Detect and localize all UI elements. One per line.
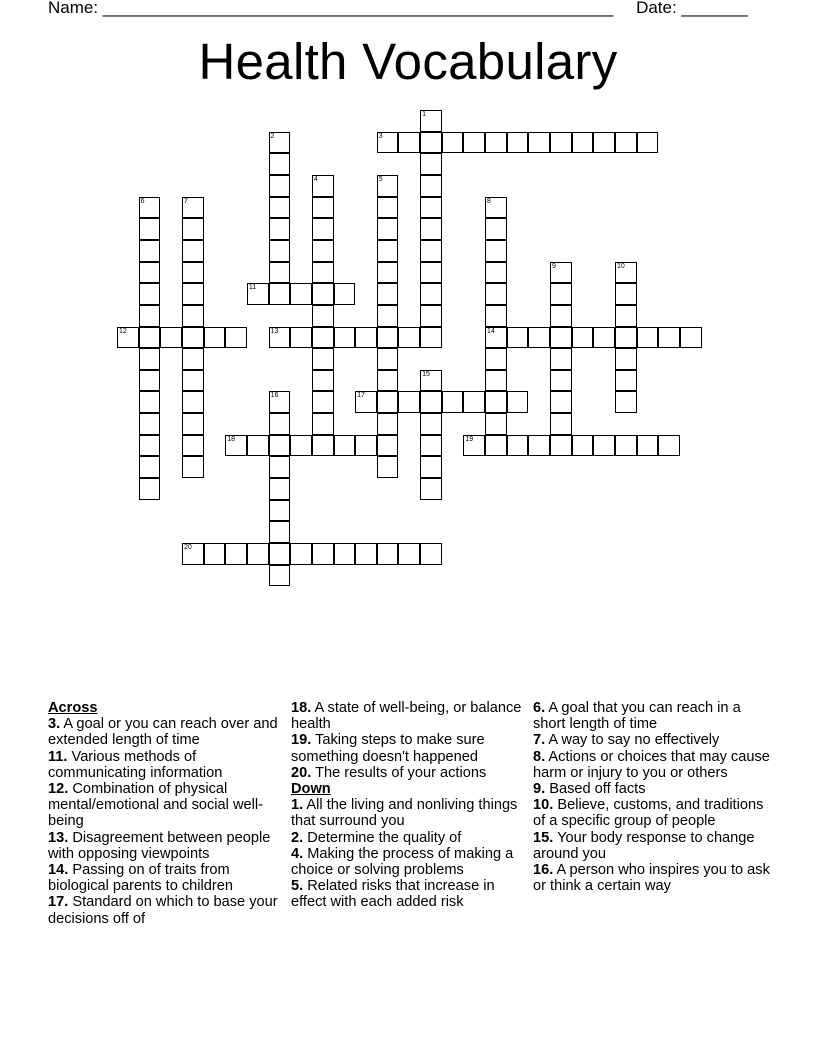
page-title: Health Vocabulary <box>198 33 618 90</box>
grid-cell[interactable] <box>680 327 702 349</box>
clue-item <box>48 781 284 830</box>
grid-cell[interactable] <box>507 327 529 349</box>
clue-number: 12 <box>119 327 127 335</box>
clue-text: A goal that you can reach in a short length of time <box>533 700 741 733</box>
clue-number: 7 <box>183 197 188 205</box>
grid-cell[interactable] <box>485 240 507 262</box>
clue-num: 7. <box>533 732 546 749</box>
clue-number: 15 <box>422 370 430 378</box>
grid-cell[interactable] <box>420 240 442 262</box>
grid-cell[interactable] <box>420 543 442 565</box>
grid-cell[interactable] <box>550 435 572 457</box>
grid-cell[interactable] <box>312 391 334 413</box>
clue-num: 5. <box>291 878 304 895</box>
grid-cell[interactable] <box>312 413 334 435</box>
grid-cell[interactable] <box>312 435 334 457</box>
clue-text: A way to say no effectively <box>545 732 720 749</box>
grid-cell[interactable] <box>398 543 420 565</box>
grid-cell[interactable] <box>398 327 420 349</box>
grid-cell[interactable] <box>420 391 442 413</box>
grid-cell[interactable] <box>312 305 334 327</box>
clue-text: Making the process of making a choice or solving problems <box>291 845 514 879</box>
grid-cell[interactable] <box>420 283 442 305</box>
date-field[interactable]: Date: _______ <box>636 0 748 17</box>
clue-num: 17. <box>48 894 69 911</box>
grid-cell[interactable] <box>637 327 659 349</box>
clue-num: 2. <box>291 829 304 846</box>
grid-cell[interactable] <box>182 370 204 392</box>
down-heading: Down <box>291 781 331 798</box>
grid-cell[interactable] <box>269 500 291 522</box>
grid-cell[interactable] <box>377 370 399 392</box>
grid-cell[interactable] <box>312 175 334 197</box>
clue-num: 1. <box>291 797 304 814</box>
grid-cell[interactable] <box>420 218 442 240</box>
grid-cell[interactable] <box>182 391 204 413</box>
grid-cell[interactable] <box>269 391 291 413</box>
grid-cell[interactable] <box>420 132 442 154</box>
grid-cell[interactable] <box>312 218 334 240</box>
grid-cell[interactable] <box>312 543 334 565</box>
grid-cell[interactable] <box>485 391 507 413</box>
grid-cell[interactable] <box>139 327 161 349</box>
grid-cell[interactable] <box>550 132 572 154</box>
clue-num: 14. <box>48 862 69 879</box>
grid-cell[interactable] <box>269 283 291 305</box>
grid-cell[interactable] <box>377 240 399 262</box>
grid-cell[interactable] <box>420 262 442 284</box>
clue-item <box>533 862 773 894</box>
grid-cell[interactable] <box>637 132 659 154</box>
grid-cell[interactable] <box>204 327 226 349</box>
grid-cell[interactable] <box>269 565 291 587</box>
grid-cell[interactable] <box>463 435 485 457</box>
grid-cell[interactable] <box>377 348 399 370</box>
grid-cell[interactable] <box>269 153 291 175</box>
grid-cell[interactable] <box>550 283 572 305</box>
clue-num: 20. <box>291 764 312 781</box>
clue-num: 13. <box>48 829 69 846</box>
grid-cell[interactable] <box>593 327 615 349</box>
grid-cell[interactable] <box>377 283 399 305</box>
grid-cell[interactable] <box>485 262 507 284</box>
clue-text: Disagreement between people with opposing viewpoints <box>48 829 271 862</box>
clue-number: 3 <box>378 132 383 140</box>
clue-item <box>533 830 773 862</box>
grid-cell[interactable] <box>377 305 399 327</box>
grid-cell[interactable] <box>182 348 204 370</box>
clue-number: 19 <box>465 435 474 443</box>
grid-cell[interactable] <box>485 132 507 154</box>
grid-cell[interactable] <box>377 175 399 197</box>
grid-cell[interactable] <box>615 348 637 370</box>
grid-cell[interactable] <box>139 240 161 262</box>
grid-cell[interactable] <box>312 327 334 349</box>
grid-cell[interactable] <box>269 521 291 543</box>
grid-cell[interactable] <box>290 327 312 349</box>
grid-cell[interactable] <box>593 435 615 457</box>
grid-cell[interactable] <box>377 391 399 413</box>
across-clue-list <box>48 716 284 927</box>
grid-cell[interactable] <box>182 305 204 327</box>
grid-cell[interactable] <box>139 370 161 392</box>
grid-cell[interactable] <box>269 240 291 262</box>
clue-item <box>48 862 284 894</box>
grid-cell[interactable] <box>225 543 247 565</box>
clue-item <box>48 749 284 781</box>
grid-cell[interactable] <box>420 413 442 435</box>
grid-cell[interactable] <box>139 283 161 305</box>
grid-cell[interactable] <box>637 435 659 457</box>
clue-number: 10 <box>616 262 625 270</box>
clue-text: Actions or choices that may cause harm or injury to you or others <box>533 748 770 781</box>
clue-num: 4. <box>291 845 304 862</box>
grid-cell[interactable] <box>269 262 291 284</box>
grid-cell[interactable] <box>269 478 291 500</box>
clue-item <box>48 894 284 926</box>
grid-cell[interactable] <box>117 327 139 349</box>
grid-cell[interactable] <box>420 456 442 478</box>
clue-number: 20 <box>183 544 192 551</box>
grid-cell[interactable] <box>355 435 377 457</box>
clue-number: 16 <box>270 392 279 400</box>
grid-cell[interactable] <box>269 197 291 219</box>
grid-cell[interactable] <box>355 543 377 565</box>
grid-cell[interactable] <box>269 413 291 435</box>
clue-number: 11 <box>248 284 257 292</box>
grid-cell[interactable] <box>420 197 442 219</box>
clue-num: 3. <box>48 716 61 733</box>
grid-cell[interactable] <box>334 543 356 565</box>
clue-item <box>533 781 773 797</box>
grid-cell[interactable] <box>182 218 204 240</box>
clue-num: 15. <box>533 829 554 846</box>
clue-text: Your body response to change around you <box>533 829 755 862</box>
grid-cell[interactable] <box>139 456 161 478</box>
grid-cell[interactable] <box>355 391 377 413</box>
grid-cell[interactable] <box>398 391 420 413</box>
grid-cell[interactable] <box>290 435 312 457</box>
grid-cell[interactable] <box>550 327 572 349</box>
grid-cell[interactable] <box>485 435 507 457</box>
grid-cell[interactable] <box>182 240 204 262</box>
clue-text: A person who inspires you to ask or think a certain way <box>533 862 770 895</box>
grid-cell[interactable] <box>658 327 680 349</box>
clue-number: 17 <box>357 392 365 400</box>
grid-cell[interactable] <box>550 305 572 327</box>
grid-cell[interactable] <box>182 197 204 219</box>
grid-cell[interactable] <box>398 132 420 154</box>
grid-cell[interactable] <box>377 456 399 478</box>
grid-cell[interactable] <box>485 413 507 435</box>
grid-cell[interactable] <box>139 218 161 240</box>
clues-column-1 <box>48 700 284 927</box>
clue-num: 6. <box>533 700 546 716</box>
clue-item <box>291 878 527 910</box>
clue-num: 9. <box>533 781 546 798</box>
grid-cell[interactable] <box>355 327 377 349</box>
clue-item <box>291 846 527 878</box>
grid-cell[interactable] <box>420 435 442 457</box>
clue-num: 19. <box>291 732 312 749</box>
clue-text: A state of well-being, or balance health <box>291 700 522 733</box>
clue-number: 4 <box>313 175 318 183</box>
grid-cell[interactable] <box>615 327 637 349</box>
grid-cell[interactable] <box>442 132 464 154</box>
grid-cell[interactable] <box>312 262 334 284</box>
grid-cell[interactable] <box>182 543 204 565</box>
clue-text: Related risks that increase in effect with each added risk <box>291 878 495 911</box>
grid-cell[interactable] <box>139 391 161 413</box>
clue-item <box>533 732 773 748</box>
grid-cell[interactable] <box>528 435 550 457</box>
grid-cell[interactable] <box>550 413 572 435</box>
grid-cell[interactable] <box>615 435 637 457</box>
clue-number: 13 <box>270 327 279 335</box>
clue-text: Taking steps to make sure something doesn't happened <box>291 732 485 765</box>
clue-item <box>533 797 773 829</box>
clue-text: The results of your actions <box>311 764 487 781</box>
grid-cell[interactable] <box>572 327 594 349</box>
grid-cell[interactable] <box>593 132 615 154</box>
grid-cell[interactable] <box>290 543 312 565</box>
grid-cell[interactable] <box>615 132 637 154</box>
clue-number: 8 <box>487 197 491 205</box>
grid-cell[interactable] <box>615 391 637 413</box>
grid-cell[interactable] <box>247 435 269 457</box>
grid-cell[interactable] <box>485 370 507 392</box>
grid-cell[interactable] <box>312 283 334 305</box>
grid-cell[interactable] <box>225 435 247 457</box>
clue-num: 12. <box>48 781 69 798</box>
grid-cell[interactable] <box>528 132 550 154</box>
grid-cell[interactable] <box>247 543 269 565</box>
grid-cell[interactable] <box>269 543 291 565</box>
clue-item <box>533 749 773 781</box>
clues-column-3 <box>533 700 773 894</box>
grid-cell[interactable] <box>312 370 334 392</box>
grid-cell[interactable] <box>485 348 507 370</box>
clue-num: 8. <box>533 748 546 765</box>
across-clue-list-continued <box>291 700 527 781</box>
grid-cell[interactable] <box>420 153 442 175</box>
grid-cell[interactable] <box>269 435 291 457</box>
grid-cell[interactable] <box>139 305 161 327</box>
grid-cell[interactable] <box>312 348 334 370</box>
down-clue-list <box>291 797 527 910</box>
grid-cell[interactable] <box>377 413 399 435</box>
grid-cell[interactable] <box>485 197 507 219</box>
clue-number: 6 <box>140 197 145 205</box>
across-heading: Across <box>48 700 98 716</box>
clue-text: A goal or you can reach over and extended length of time <box>48 716 278 749</box>
grid-cell[interactable] <box>377 543 399 565</box>
grid-cell[interactable] <box>182 456 204 478</box>
grid-cell[interactable] <box>420 327 442 349</box>
grid-cell[interactable] <box>312 197 334 219</box>
grid-cell[interactable] <box>182 435 204 457</box>
grid-cell[interactable] <box>377 132 399 154</box>
clue-num: 10. <box>533 797 554 814</box>
grid-cell[interactable] <box>485 283 507 305</box>
grid-cell[interactable] <box>139 262 161 284</box>
grid-cell[interactable] <box>572 435 594 457</box>
clue-text: Determine the quality of <box>303 829 462 846</box>
grid-cell[interactable] <box>377 218 399 240</box>
grid-cell[interactable] <box>182 283 204 305</box>
grid-cell[interactable] <box>377 435 399 457</box>
grid-cell[interactable] <box>507 435 529 457</box>
clue-number: 18 <box>227 435 236 443</box>
clue-item <box>291 732 527 764</box>
grid-cell[interactable] <box>615 262 637 284</box>
clue-number: 1 <box>422 111 426 118</box>
grid-cell[interactable] <box>420 110 442 132</box>
clue-item <box>533 700 773 732</box>
grid-cell[interactable] <box>550 370 572 392</box>
grid-cell[interactable] <box>615 370 637 392</box>
clue-num: 11. <box>48 748 68 765</box>
grid-cell[interactable] <box>334 327 356 349</box>
grid-cell[interactable] <box>550 348 572 370</box>
grid-cell[interactable] <box>334 283 356 305</box>
grid-cell[interactable] <box>485 305 507 327</box>
clue-number: 9 <box>552 262 556 270</box>
clue-num: 18. <box>291 700 312 716</box>
clue-number: 14 <box>487 327 495 335</box>
clue-text: Various methods of communicating information <box>48 748 223 781</box>
grid-cell[interactable] <box>658 435 680 457</box>
grid-cell[interactable] <box>463 132 485 154</box>
grid-cell[interactable] <box>139 435 161 457</box>
grid-cell[interactable] <box>615 305 637 327</box>
grid-cell[interactable] <box>463 391 485 413</box>
clues-column-2 <box>291 700 527 911</box>
clue-item <box>291 700 527 732</box>
grid-cell[interactable] <box>247 283 269 305</box>
grid-cell[interactable] <box>269 132 291 154</box>
grid-cell[interactable] <box>550 262 572 284</box>
grid-cell[interactable] <box>377 327 399 349</box>
grid-cell[interactable] <box>420 305 442 327</box>
name-field[interactable]: Name: ______________________________________________________ <box>48 0 614 17</box>
grid-cell[interactable] <box>139 348 161 370</box>
grid-cell[interactable] <box>377 262 399 284</box>
clue-text: All the living and nonliving things that surround you <box>291 797 518 830</box>
grid-cell[interactable] <box>312 240 334 262</box>
down-clue-list-continued <box>533 700 773 894</box>
clue-item <box>291 797 527 829</box>
clue-text: Based off facts <box>545 781 646 798</box>
grid-cell[interactable] <box>204 543 226 565</box>
clue-num: 16. <box>533 862 554 879</box>
grid-cell[interactable] <box>225 327 247 349</box>
grid-cell[interactable] <box>420 370 442 392</box>
grid-cell[interactable] <box>572 132 594 154</box>
grid-cell[interactable] <box>269 175 291 197</box>
grid-cell[interactable] <box>269 456 291 478</box>
clue-text: Believe, customs, and traditions of a specific group of people <box>533 797 764 830</box>
grid-cell[interactable] <box>485 327 507 349</box>
grid-cell[interactable] <box>485 218 507 240</box>
grid-cell[interactable] <box>615 283 637 305</box>
clue-item <box>48 830 284 862</box>
grid-cell[interactable] <box>182 327 204 349</box>
clue-number: 5 <box>378 175 383 183</box>
clue-text: Combination of physical mental/emotional and social well-being <box>48 781 263 830</box>
grid-cell[interactable] <box>528 327 550 349</box>
grid-cell[interactable] <box>182 262 204 284</box>
clue-text: Passing on of traits from biological parents to children <box>48 862 233 895</box>
grid-cell[interactable] <box>420 175 442 197</box>
clue-item <box>291 765 527 781</box>
grid-cell[interactable] <box>550 391 572 413</box>
grid-cell[interactable] <box>160 327 182 349</box>
grid-cell[interactable] <box>269 327 291 349</box>
grid-cell[interactable] <box>442 391 464 413</box>
grid-cell[interactable] <box>139 413 161 435</box>
clue-number: 2 <box>270 132 275 140</box>
grid-cell[interactable] <box>507 132 529 154</box>
clue-text: Standard on which to base your decisions off of <box>48 894 278 927</box>
grid-cell[interactable] <box>139 478 161 500</box>
grid-cell[interactable] <box>182 413 204 435</box>
grid-cell[interactable] <box>507 391 529 413</box>
grid-cell[interactable] <box>139 197 161 219</box>
grid-cell[interactable] <box>269 218 291 240</box>
clue-item <box>291 830 527 846</box>
grid-cell[interactable] <box>290 283 312 305</box>
grid-cell[interactable] <box>334 435 356 457</box>
grid-cell[interactable] <box>377 197 399 219</box>
grid-cell[interactable] <box>420 478 442 500</box>
clue-item <box>48 716 284 748</box>
